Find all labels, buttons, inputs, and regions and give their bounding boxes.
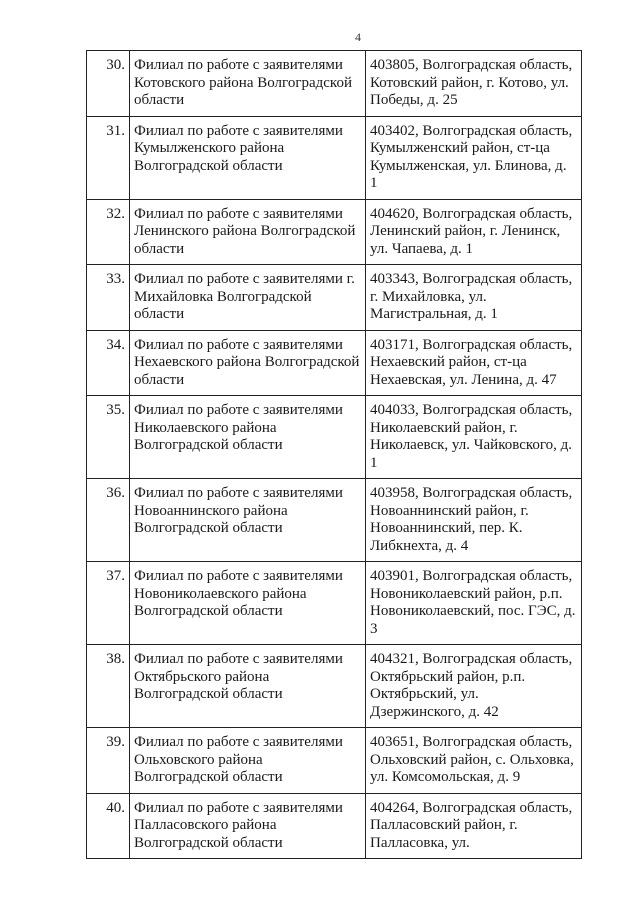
branch-address: 403402, Волгоградская область, Кумылженский район, ст-ца Кумылженская, ул. Блинова, д. 1 xyxy=(366,116,582,199)
branch-address: 403651, Волгоградская область, Ольховский район, с. Ольховка, ул. Комсомольская, д. 9 xyxy=(366,728,582,794)
table-row xyxy=(87,562,582,645)
branch-address: 403343, Волгоградская область, г. Михайловка, ул. Магистральная, д. 1 xyxy=(366,265,582,331)
row-number: 32. xyxy=(87,199,130,265)
row-number: 33. xyxy=(87,265,130,331)
table-row xyxy=(87,116,582,199)
table-row xyxy=(87,479,582,562)
table-row xyxy=(87,51,582,117)
page-number: 4 xyxy=(355,30,361,44)
row-number: 38. xyxy=(87,645,130,728)
row-number: 39. xyxy=(87,728,130,794)
branch-address: 403805, Волгоградская область, Котовский район, г. Котово, ул. Победы, д. 25 xyxy=(366,51,582,117)
table-row xyxy=(87,728,582,794)
row-number: 34. xyxy=(87,330,130,396)
branch-address: 403958, Волгоградская область, Новоаннинский район, г. Новоаннинский, пер. К. Либкнехта, д. 4 xyxy=(366,479,582,562)
row-number: 40. xyxy=(87,793,130,859)
branch-name: Филиал по работе с заявителями Октябрьского района Волгоградской области xyxy=(130,645,366,728)
branch-name: Филиал по работе с заявителями Котовского района Волгоградской области xyxy=(130,51,366,117)
row-number: 36. xyxy=(87,479,130,562)
row-number: 35. xyxy=(87,396,130,479)
branch-name: Филиал по работе с заявителями Кумылженского района Волгоградской области xyxy=(130,116,366,199)
branch-name: Филиал по работе с заявителями Ольховского района Волгоградской области xyxy=(130,728,366,794)
table-row xyxy=(87,199,582,265)
branch-address: 404033, Волгоградская область, Николаевский район, г. Николаевск, ул. Чайковского, д. 1 xyxy=(366,396,582,479)
table-row xyxy=(87,645,582,728)
branches-table xyxy=(86,50,582,859)
branch-name: Филиал по работе с заявителями Нехаевского района Волгоградской области xyxy=(130,330,366,396)
branch-address: 403171, Волгоградская область, Нехаевский район, ст-ца Нехаевская, ул. Ленина, д. 47 xyxy=(366,330,582,396)
table-row xyxy=(87,396,582,479)
row-number: 37. xyxy=(87,562,130,645)
branch-name: Филиал по работе с заявителями г. Михайловка Волгоградской области xyxy=(130,265,366,331)
branch-name: Филиал по работе с заявителями Палласовского района Волгоградской области xyxy=(130,793,366,859)
table-row xyxy=(87,793,582,859)
branch-name: Филиал по работе с заявителями Новоаннинского района Волгоградской области xyxy=(130,479,366,562)
branch-address: 404264, Волгоградская область, Палласовский район, г. Палласовка, ул. xyxy=(366,793,582,859)
row-number: 30. xyxy=(87,51,130,117)
table-row xyxy=(87,265,582,331)
branch-address: 403901, Волгоградская область, Новониколаевский район, р.п. Новониколаевский, пос. ГЭС, д. 3 xyxy=(366,562,582,645)
row-number: 31. xyxy=(87,116,130,199)
branch-name: Филиал по работе с заявителями Николаевского района Волгоградской области xyxy=(130,396,366,479)
table-row xyxy=(87,330,582,396)
branch-address: 404620, Волгоградская область, Ленинский район, г. Ленинск, ул. Чапаева, д. 1 xyxy=(366,199,582,265)
branch-address: 404321, Волгоградская область, Октябрьский район, р.п. Октябрьский, ул. Дзержинского, д. 42 xyxy=(366,645,582,728)
branch-name: Филиал по работе с заявителями Ленинского района Волгоградской области xyxy=(130,199,366,265)
branch-name: Филиал по работе с заявителями Новониколаевского района Волгоградской области xyxy=(130,562,366,645)
